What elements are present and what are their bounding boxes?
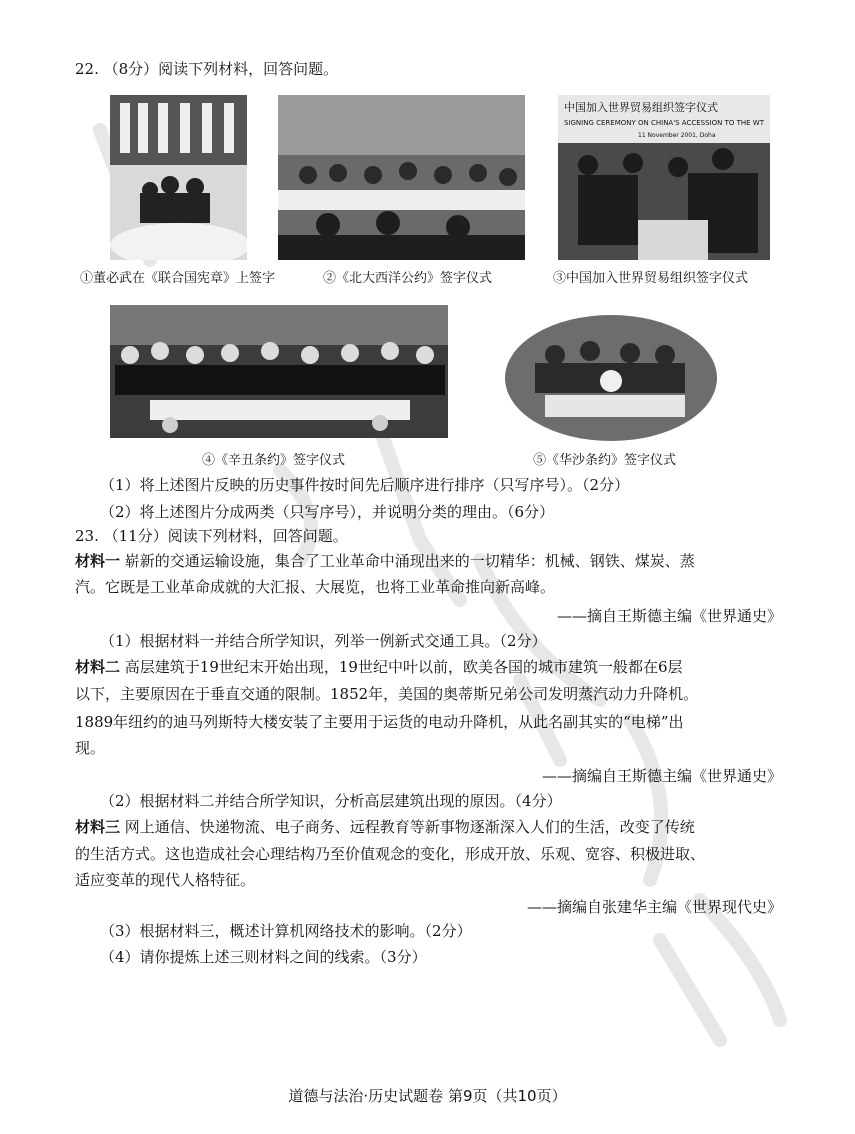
material-1-line2: 汽。它既是工业革命成就的大汇报、大展览，也将工业革命推向新高峰。 xyxy=(75,578,556,596)
wto-banner-date: 11 November 2001, Doha xyxy=(638,132,716,139)
material-2-source: ——摘编自王斯德主编《世界通史》 xyxy=(541,767,782,785)
q22-sub2: （2）将上述图片分成两类（只写序号），并说明分类的理由。（6分） xyxy=(100,503,555,521)
q23-sub1: （1）根据材料一并结合所学知识，列举一例新式交通工具。（2分） xyxy=(100,632,547,650)
caption-3: ③中国加入世界贸易组织签字仪式 xyxy=(553,271,749,286)
q23-header: 23. （11分）阅读下列材料，回答问题。 xyxy=(75,527,348,545)
material-1-text1: 崭新的交通运输设施，集合了工业革命中涌现出来的一切精华：机械、钢铁、煤炭、蒸 xyxy=(124,552,695,570)
material-3-text1: 网上通信、快递物流、电子商务、远程教育等新事物逐渐深入人们的生活，改变了传统 xyxy=(124,818,695,836)
material-1-source: ——摘自王斯德主编《世界通史》 xyxy=(556,607,782,625)
photo-boxer-protocol-signing xyxy=(110,305,448,438)
q22-sub1: （1）将上述图片反映的历史事件按时间先后顺序进行排序（只写序号）。（2分） xyxy=(100,476,630,494)
page-footer: 道德与法治·历史试题卷 第9页（共10页） xyxy=(288,1087,567,1105)
photo-nato-signing xyxy=(278,95,525,260)
caption-4: ④《辛丑条约》签字仪式 xyxy=(202,453,346,468)
material-2-label: 材料二 xyxy=(75,658,121,676)
photo-warsaw-pact-signing xyxy=(505,315,717,442)
material-3-label: 材料三 xyxy=(75,818,121,836)
photo-wto-signing xyxy=(558,95,770,260)
wto-banner-en: SIGNING CEREMONY ON CHINA'S ACCESSION TO THE WT xyxy=(564,119,764,127)
photo-un-charter-signing xyxy=(110,95,247,260)
q23-sub3: （3）根据材料三，概述计算机网络技术的影响。（2分） xyxy=(100,922,472,940)
material-1-line1 xyxy=(75,550,695,572)
material-2-line2: 以下，主要原因在于垂直交通的限制。1852年，美国的奥蒂斯兄弟公司发明蒸汽动力升降机。 xyxy=(75,685,699,703)
caption-5: ⑤《华沙条约》签字仪式 xyxy=(533,453,677,468)
wto-banner-cn: 中国加入世界贸易组织签字仪式 xyxy=(564,101,718,114)
q23-sub2: （2）根据材料二并结合所学知识，分析高层建筑出现的原因。（4分） xyxy=(100,792,562,810)
material-3-line1 xyxy=(75,816,695,838)
material-3-line3: 适应变革的现代人格特征。 xyxy=(75,871,256,889)
q23-sub4: （4）请你提炼上述三则材料之间的线索。（3分） xyxy=(100,948,427,966)
material-1-label: 材料一 xyxy=(75,552,121,570)
caption-1: ①董必武在《联合国宪章》上签字 xyxy=(80,271,276,286)
caption-2: ②《北大西洋公约》签字仪式 xyxy=(323,271,493,286)
material-2-text1: 高层建筑于19世纪末开始出现，19世纪中叶以前，欧美各国的城市建筑一般都在6层 xyxy=(124,658,683,676)
material-2-line4: 现。 xyxy=(75,739,106,757)
material-2-line3: 1889年纽约的迪马列斯特大楼安装了主要用于运货的电动升降机，从此名副其实的“电梯”出 xyxy=(75,713,684,731)
material-3-line2: 的生活方式。这也造成社会心理结构乃至价值观念的变化，形成开放、乐观、宽容、积极进取、 xyxy=(75,845,706,863)
material-3-source: ——摘编自张建华主编《世界现代史》 xyxy=(526,898,782,916)
material-2-line1 xyxy=(75,656,683,678)
q22-header: 22. （8分）阅读下列材料，回答问题。 xyxy=(75,60,339,78)
